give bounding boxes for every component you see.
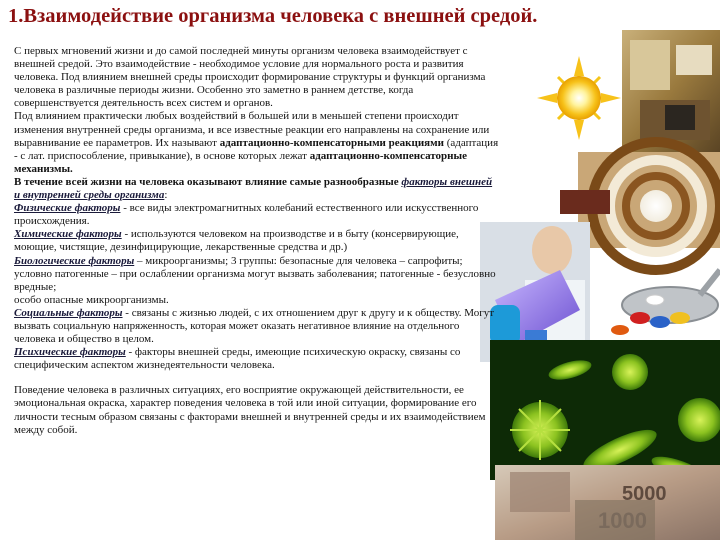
paragraph-intro: С первых мгновений жизни и до самой последней минуты организм человека взаимодействует с внешней средой. Это взаимодействие - необходимое условие для нормального роста и развития человека. Под влиянием внешней среды происходит формирование структуры и функций организма человека в различные периоды жизни. Особенно это заметно в раннем детстве, когда совершенствуется деятельность всех систем и органов.: [14, 45, 486, 110]
page-title: 1.Взаимодействие организма человека с внешней средой.: [8, 5, 538, 27]
sun-image: [537, 56, 621, 140]
factor-biological: [14, 255, 500, 294]
paragraph-adaptation: [14, 110, 500, 175]
factor-name: Физические факторы: [14, 202, 121, 215]
text-span: (адаптация - с лат. приспособление, привыкание), в основе которых лежат: [14, 136, 499, 162]
factor-chemical: [14, 228, 500, 254]
text-span: :: [164, 189, 168, 202]
factor-name: Химические факторы: [14, 228, 122, 241]
kitchen-photo: [622, 30, 720, 152]
text-span: Под влиянием практически любых воздействий в большей или в меньшей степени происходит изменения внутренней среды организма, и все известные реакции его направлены на сохранение или выравнивание ее параметров. Их называют: [14, 110, 490, 149]
factor-desc: - связаны с жизнью людей, с их отношением друг к другу и к обществу. Могут вызвать социальную напряженность, которая может оказать негативное влияние на отдельного человека и общество в целом.: [14, 306, 495, 346]
factor-biological-extra: особо опасные микроорганизмы.: [14, 293, 169, 306]
factor-social: [14, 307, 500, 346]
paragraph-factors-intro: [14, 176, 500, 202]
banknote-1000-label: 1000: [598, 508, 647, 533]
factor-physical: [14, 202, 500, 228]
money-image: [495, 465, 720, 540]
factor-name: Психические факторы: [14, 346, 126, 359]
factor-desc: – микроорганизмы; 3 группы: безопасные для человека – сапрофиты; условно патогенные – при ослаблении организма могут вызвать заболевания; патогенные - безусловно вредные;: [14, 254, 496, 293]
factor-desc: - все виды электромагнитных колебаний естественного или искусственного происхождения.: [14, 202, 479, 228]
factor-desc: - факторы внешней среды, имеющие психическую окраску, связаны со специфическим аспектом жизнедеятельности человека.: [14, 346, 461, 372]
main-text: [14, 45, 500, 437]
bold-term: В течение всей жизни на человека оказывают влияние самые разнообразные: [14, 175, 402, 188]
bold-term: адаптационно-компенсаторными реакциями: [219, 136, 444, 149]
banknote-5000-label: 5000: [622, 483, 667, 505]
spacer: [14, 372, 500, 384]
factor-name: Биологические факторы: [14, 254, 135, 267]
paragraph-behavior: Поведение человека в различных ситуациях, его восприятие окружающей действительности, ее эмоциональная окраска, характер поведения человека в той или иной ситуации, формирование его личности тесным образом связаны с факторами внешней и внутренней среды и их взаимодействием между собой.: [14, 384, 486, 436]
factors-link: факторы внешней и внутренней среды организма: [14, 175, 493, 202]
bold-term: адаптационно-компенсаторные механизмы.: [14, 149, 467, 175]
factor-psychic: [14, 346, 500, 372]
pills-image: [611, 270, 720, 335]
factor-desc: - используются человеком на производстве и в быту (консервирующие, моющие, чистящие, дезинфицирующие, лекарственные средства и др.): [14, 228, 459, 254]
factor-name: Социальные факторы: [14, 306, 123, 319]
